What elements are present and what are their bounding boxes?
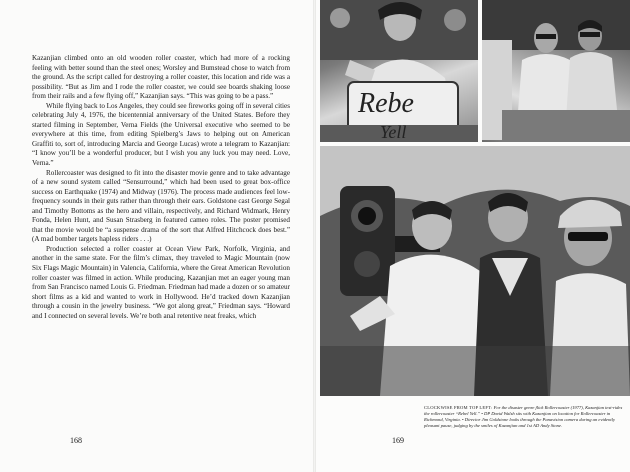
photo-roller-coaster-ride	[320, 0, 478, 142]
paragraph: Production selected a roller coaster at Ocean View Park, Norfolk, Virginia, and another in the same state. For the film’s climax, they traveled to Magic Mountain (now Six Flags Magic Mountain) in Valencia, California, where the Great American Revolution roller coaster was filmed in action. While producing, Kazanjian met an eager young man from San Francisco named Louis G. Friedman. Friedman had made a dozen or so amateur short films as a kid and wanted to work in Hollywood. He’d tracked down Kazanjian through a cousin in the jewelry business. “We got along great,” Friedman says. “Howard and I connected on several levels. We’re both anal retentive neat freaks, which	[32, 244, 290, 320]
sign-text-rebel: Rebe	[358, 88, 414, 119]
caption-body: For the disaster genre flick Rollercoaster (1977), Kazanjian test-rides the rollercoaster “Rebel Yell.” • DP David Walsh sits with Kazanjian on location for Rollercoaster in Richmond, Virginia. • Director Jim Goldstone looks through the Panavision camera during an evidently pleasant pause, judging by the smiles of Kazanjian and 1st AD Andy Stone.	[424, 405, 623, 429]
caption-lead: CLOCKWISE FROM TOP LEFT:	[424, 405, 493, 410]
page-number-left: 168	[70, 436, 82, 445]
photo-director-at-camera-illustration	[320, 146, 630, 396]
paragraph: Kazanjian climbed onto an old wooden roller coaster, which had more of a rocking feeling with better sound than the steel ones; Worsley and Bumstead chose to watch from the ground. As the script called for destroying a roller coaster, this location and ride was a possibility. “But as Jim and I rode the roller coaster, we could see boards shaking loose from their rails and a few flying off,” Kazanjian says. “This was going to be a pass.”	[32, 54, 290, 101]
page-number-right: 169	[392, 436, 404, 445]
photo-caption	[424, 405, 624, 429]
photo-director-at-camera	[320, 146, 630, 396]
sign-text-yell: Yell	[380, 122, 407, 142]
paragraph: While flying back to Los Angeles, they could see fireworks going off in several cities celebrating July 4, 1976, the bicentennial anniversary of the United States. Before they started filming in September, Verna Fields (the Universal executive who seemed to be everywhere at this time, from editing Spielberg’s Jaws to helping out on American Graffiti to, sort of, introducing Marcia and George Lucas) wrote a telegram to Kazanjian: “I know you’ll be a wonderful producer, but I wish you any luck you may need. Love, Verna.”	[32, 101, 290, 168]
photo-roller-coaster-ride-illustration	[320, 0, 478, 142]
photo-seated-on-location	[482, 0, 630, 142]
paragraph: Rollercoaster was designed to fit into the disaster movie genre and to take advantage of a new sound system called “Sensurround,” which had been used to great box-office success on Earthquake (1974) and Midway (1976). The process made audiences feel low-frequency sounds in their guts rather than through their ears. Goldstone cast George Segal and Timothy Bottoms as the hero and villain, respectively, and Richard Widmark, Henry Fonda, Helen Hunt, and Susan Strasberg in featured cameo roles. The poster promised that the movie would be “a suspense drama of the sort that Alfred Hitchcock does best.” (A mad bomber targets hapless riders . . .)	[32, 168, 290, 244]
photo-seated-on-location-illustration	[482, 0, 630, 142]
body-text	[32, 54, 290, 321]
